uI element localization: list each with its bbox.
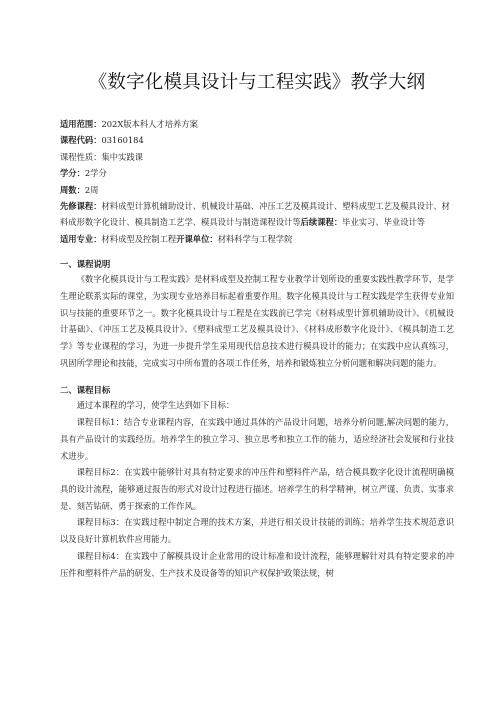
course-goal-1: 课程目标1：结合专业课程内容，在实践中通过具体的产品设计问题，培养分析问题,解决问题的能力，具有产品设计的实践经历。培养学生的独立学习、独立思考和独立工作的能力，适应经济社会发展和行业技术进步。 — [60, 417, 454, 461]
meta-scope-label: 适用范围： — [60, 119, 102, 129]
meta-code-label: 课程代码： — [60, 135, 102, 146]
course-goal-4: 课程目标4：在实践中了解模具设计企业常用的设计标准和设计流程，能够理解针对具有特定要求的冲压件和塑料件产品的研发、生产技术及设备等的知识产权保护政策法规，树 — [60, 550, 454, 578]
meta-followup-value: 毕业实习、毕业设计等 — [342, 217, 426, 228]
meta-code-value: 03160184 — [101, 135, 144, 146]
meta-prereq — [60, 198, 454, 231]
meta-major — [60, 231, 454, 247]
meta-weeks-label: 周数： — [60, 184, 85, 195]
meta-dept-label: 开课单位： — [176, 233, 218, 244]
meta-followup-label: 后续课程： — [300, 217, 343, 228]
course-goals-intro: 通过本课程的学习，使学生达到如下目标： — [76, 400, 235, 411]
meta-scope-value: 202X版本科人才培养方案 — [101, 119, 198, 129]
document-title: 《数字化模具设计与工程实践》教学大纲 — [88, 72, 426, 93]
meta-code — [60, 132, 454, 148]
meta-major-label: 适用专业： — [60, 233, 102, 244]
meta-scope — [60, 116, 454, 132]
course-goal-2: 课程目标2：在实践中能够针对具有特定要求的冲压件和塑料件产品，结合模具数字化设计流程明确模具的设计流程，能够通过报告的形式对设计过程进行描述。培养学生的科学精神，树立严谨、负责、实事求是、刻苦钻研、勇于探索的工作作风。 — [60, 467, 454, 511]
meta-major-value: 材料成型及控制工程 — [101, 233, 177, 244]
section-heading-course-description: 一、课程说明 — [60, 259, 111, 270]
meta-nature-text: 课程性质：集中实践课 — [60, 151, 143, 162]
meta-weeks-value: 2周 — [84, 184, 99, 195]
meta-weeks — [60, 182, 454, 198]
course-meta — [60, 116, 454, 247]
meta-prereq-label: 先修课程： — [60, 201, 102, 212]
section-heading-course-goals: 二、课程目标 — [60, 385, 111, 396]
meta-dept-value: 材料科学与工程学院 — [217, 233, 293, 244]
course-description-paragraph: 《数字化模具设计与工程实践》是材料成型及控制工程专业教学计划所设的重要实践性教学环节，是学生理论联系实际的课堂，为实现专业培养目标起着重要作用。数字化模具设计与工程实践是学生获得专业知识与技能的重要环节之一。数字化模具设计与工程是在实践前已学完《材料成型计算机辅助设计》、《机械设计基础》、《冲压工艺及模具设计》、《塑料成型工艺及模具设计》、《材料成形数字化设计》、《模具制造工艺学》等专业课程的学习，为进一步提升学生采用现代信息技术进行模具设计的能力；在实践中应认真练习，巩固所学理论和技能，完成实习中所布置的各项工作任务，培养和锻炼独立分析问题和解决问题的能力。 — [60, 274, 454, 368]
course-goal-3: 课程目标3：在实践过程中制定合理的技术方案，并进行相关设计技能的训练；培养学生技术规范意识以及良好计算机软件应用能力。 — [60, 517, 454, 545]
meta-prereq-value: 材料成型计算机辅助设计、机械设计基础、冲压工艺及模具设计、塑料成型工艺及模具设计、材料成形数字化设计、模具制造工艺学、模具设计与制造课程设计等 — [60, 201, 450, 228]
meta-credit — [60, 165, 454, 181]
meta-credit-value: 2学分 — [84, 168, 107, 179]
meta-nature — [60, 149, 454, 165]
meta-credit-label: 学分： — [60, 168, 85, 179]
